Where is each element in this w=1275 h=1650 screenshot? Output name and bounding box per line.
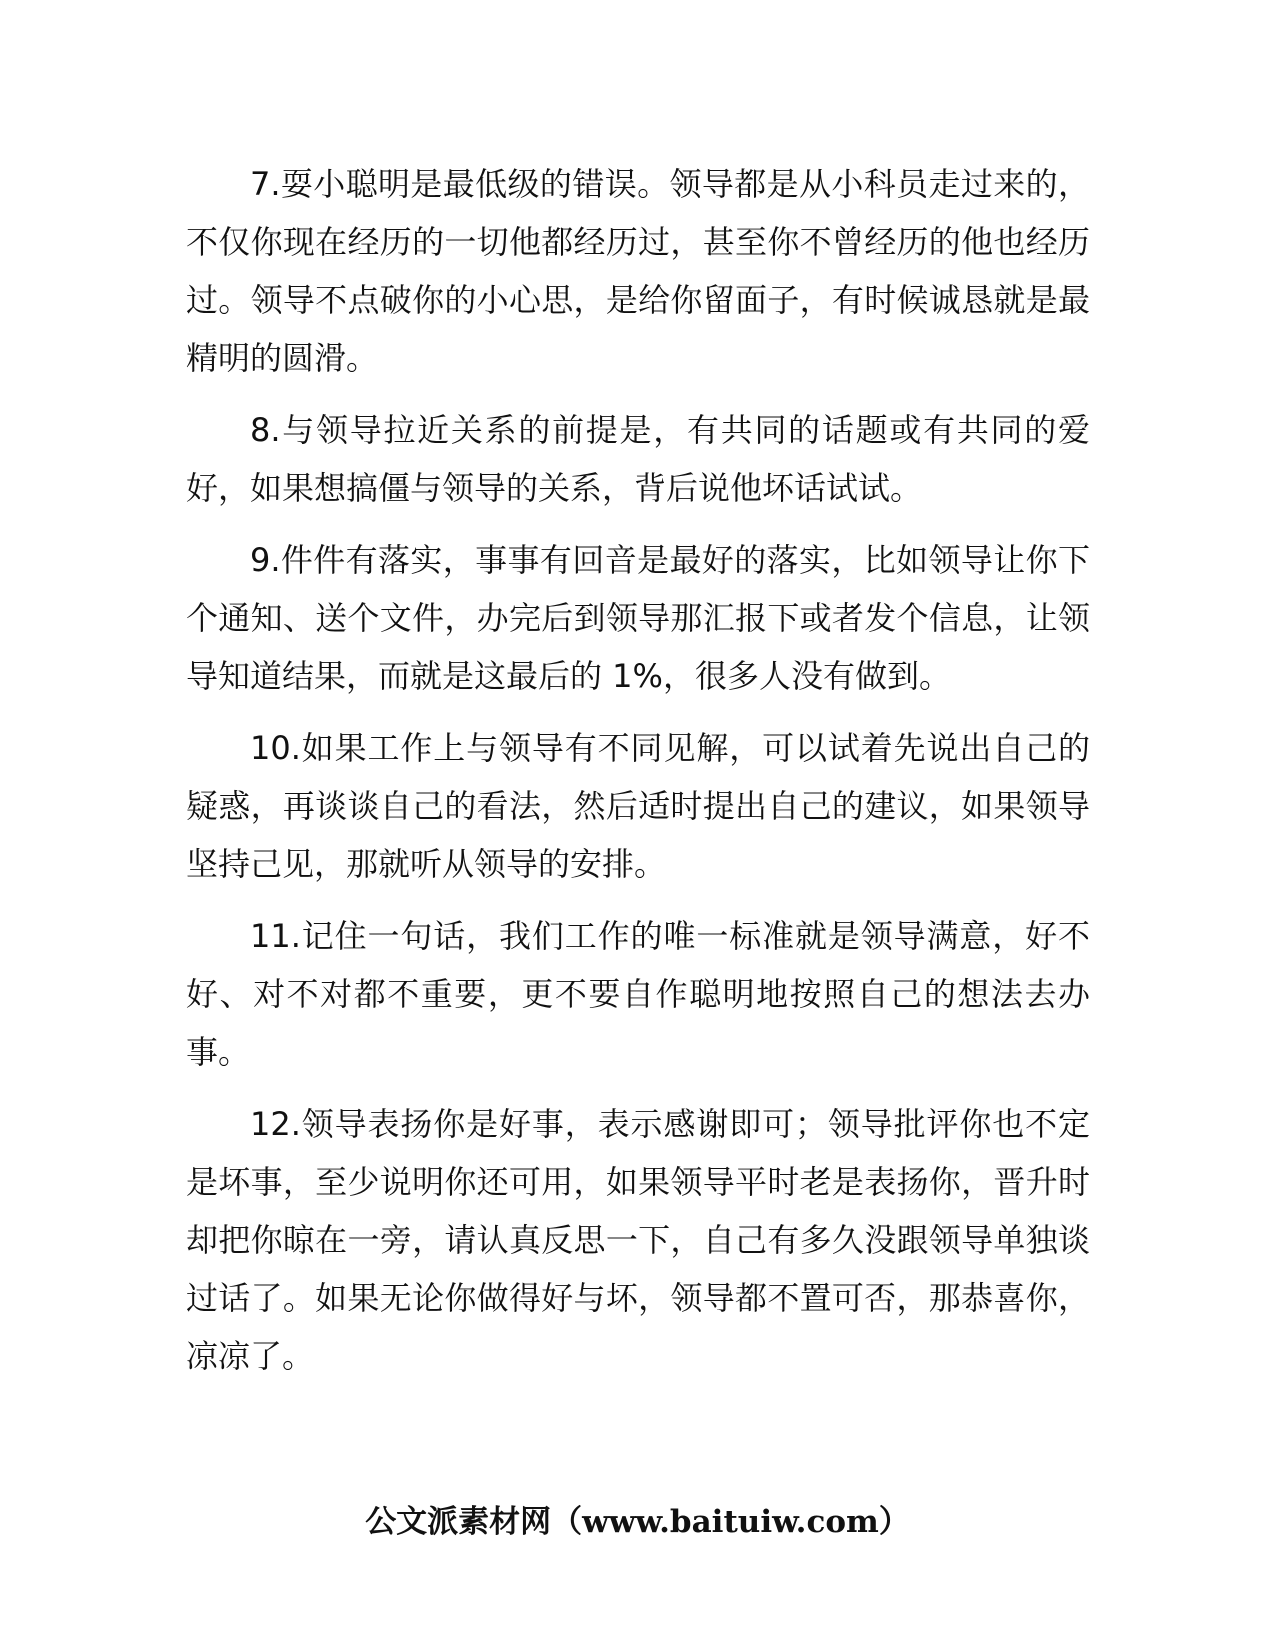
paragraph-11: 11.记住一句话，我们工作的唯一标准就是领导满意，好不好、对不对都不重要，更不要自作聪明地按照自己的想法去办事。 xyxy=(186,917,1090,1071)
paragraph-10: 10.如果工作上与领导有不同见解，可以试着先说出自己的疑惑，再谈谈自己的看法，然后适时提出自己的建议，如果领导坚持己见，那就听从领导的安排。 xyxy=(186,729,1090,883)
paragraph-9: 9.件件有落实，事事有回音是最好的落实，比如领导让你下个通知、送个文件，办完后到领导那汇报下或者发个信息，让领导知道结果，而就是这最后的 1%，很多人没有做到。 xyxy=(186,541,1090,695)
paragraph-7: 7.耍小聪明是最低级的错误。领导都是从小科员走过来的，不仅你现在经历的一切他都经历过，甚至你不曾经历的他也经历过。领导不点破你的小心思，是给你留面子，有时候诚恳就是最精明的圆滑。 xyxy=(186,165,1090,377)
paragraph-8: 8.与领导拉近关系的前提是，有共同的话题或有共同的爱好，如果想搞僵与领导的关系，背后说他坏话试试。 xyxy=(186,411,1090,507)
page-footer-source: 公文派素材网（www.baituiw.com） xyxy=(365,1504,910,1540)
document-body xyxy=(186,155,1090,1399)
paragraph-12: 12.领导表扬你是好事，表示感谢即可；领导批评你也不定是坏事，至少说明你还可用，如果领导平时老是表扬你，晋升时却把你晾在一旁，请认真反思一下，自己有多久没跟领导单独谈过话了。如果无论你做得好与坏，领导都不置可否，那恭喜你，凉凉了。 xyxy=(186,1105,1090,1375)
